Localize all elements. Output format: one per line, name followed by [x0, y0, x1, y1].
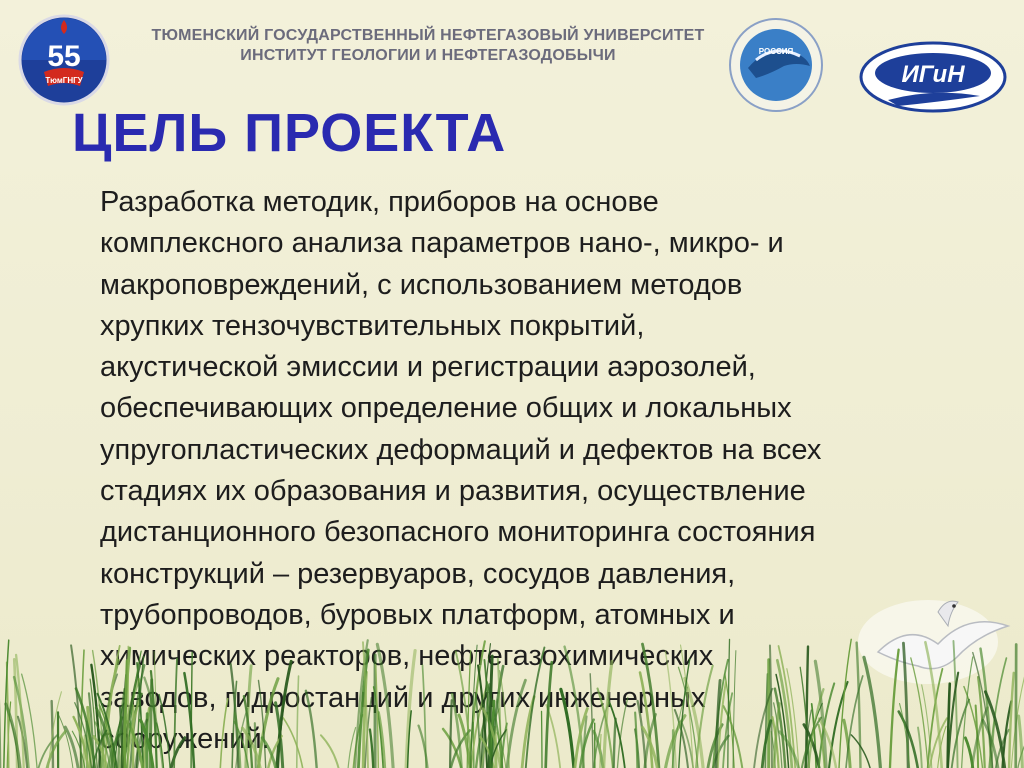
- grass-blade: [71, 645, 81, 768]
- grass-blade: [1019, 716, 1023, 768]
- body-line: комплексного анализа параметров нано-, микро- и: [100, 227, 784, 260]
- grass-blade: [10, 720, 18, 768]
- grass-blade: [6, 704, 20, 768]
- university-name: ТЮМЕНСКИЙ ГОСУДАРСТВЕННЫЙ НЕФТЕГАЗОВЫЙ УНИВЕРСИТЕТ: [151, 27, 705, 44]
- grass-blade: [52, 701, 53, 768]
- grass-blade: [7, 702, 10, 768]
- grass-blade: [59, 716, 73, 768]
- logo-55-caption: ТюмГНГУ: [45, 76, 83, 85]
- body-line: заводов, гидростанций и других инженерных: [100, 681, 706, 714]
- header-text: [128, 26, 728, 66]
- grass-blade: [90, 679, 97, 768]
- grass-blade: [76, 689, 95, 768]
- institute-name: ИНСТИТУТ ГЕОЛОГИИ И НЕФТЕГАЗОДОБЫЧИ: [240, 47, 616, 64]
- body-line: химических реакторов, нефтегазохимических: [100, 640, 714, 673]
- body-line: упругопластических деформаций и дефектов на всех: [100, 433, 822, 466]
- body-line: сооружений.: [100, 722, 270, 755]
- grass-blade: [14, 677, 28, 768]
- body-line: акустической эмиссии и регистрации аэрозолей,: [100, 351, 756, 384]
- grass-blade: [983, 720, 998, 768]
- project-goal-text: [100, 182, 980, 760]
- body-line: дистанционного безопасного мониторинга состояния: [100, 516, 816, 549]
- grass-blade: [16, 655, 24, 768]
- grass-blade: [996, 730, 1009, 768]
- logo-55-number: 55: [47, 40, 81, 73]
- body-line: трубопроводов, буровых платформ, атомных и: [100, 598, 735, 631]
- body-line: конструкций – резервуаров, сосудов давления,: [100, 557, 736, 590]
- grass-blade: [89, 693, 94, 768]
- body-line: обеспечивающих определение общих и локальных: [100, 392, 792, 425]
- grass-blade: [86, 722, 87, 768]
- grass-blade: [84, 736, 85, 768]
- page-title: ЦЕЛЬ ПРОЕКТА: [72, 103, 507, 163]
- grass-blade: [22, 674, 37, 768]
- grass-blade: [14, 659, 17, 768]
- grass-blade: [18, 717, 27, 768]
- grass-blade: [74, 717, 89, 768]
- grass-blade: [1002, 701, 1011, 768]
- grass-blade: [91, 665, 100, 768]
- seagull-icon: [858, 582, 1018, 692]
- russia-logo-word: РОССИЯ: [758, 47, 794, 56]
- grass-blade: [985, 692, 1004, 768]
- russia-dolphin-logo-icon: [726, 16, 826, 114]
- body-line: макроповреждений, с использованием методов: [100, 268, 743, 301]
- grass-blade: [4, 640, 9, 768]
- body-line: стадиях их образования и развития, осуществление: [100, 475, 806, 508]
- grass-blade: [7, 662, 9, 768]
- body-line: хрупких тензочувствительных покрытий,: [100, 309, 645, 342]
- igin-logo-text: ИГиН: [901, 61, 965, 88]
- grass-blade: [80, 650, 84, 768]
- igin-logo-icon: [858, 40, 1008, 114]
- grass-blade: [65, 727, 78, 768]
- grass-blade: [1018, 735, 1024, 768]
- grass-blade: [48, 692, 61, 768]
- grass-blade: [72, 731, 85, 768]
- grass-blade: [47, 731, 65, 768]
- grass-blade: [75, 703, 92, 768]
- body-line: Разработка методик, приборов на основе: [100, 186, 659, 218]
- grass-blade: [992, 722, 995, 768]
- grass-blade: [88, 707, 91, 768]
- grass-blade: [39, 734, 58, 768]
- university-55-logo-icon: [14, 14, 114, 106]
